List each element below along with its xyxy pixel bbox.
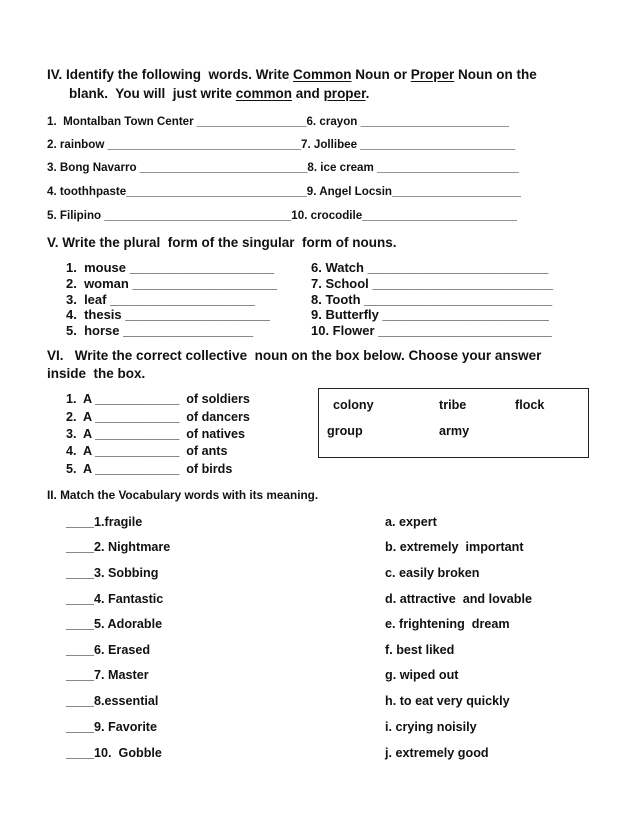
vocab-meaning: j. extremely good	[385, 746, 489, 760]
vocab-meaning: c. easily broken	[385, 566, 480, 580]
plural-item: 4. thesis ____________________	[66, 307, 270, 322]
plural-item: 8. Tooth __________________________	[311, 292, 553, 307]
section4-row: 3. Bong Navarro __________________________8. ice cream ______________________	[47, 161, 519, 174]
vocab-meaning: f. best liked	[385, 643, 455, 657]
vocab-word: ____3. Sobbing	[66, 566, 159, 580]
answer-box	[318, 388, 589, 458]
collective-item: 5. A ____________ of birds	[66, 462, 233, 476]
vocab-word: ____1.fragile	[66, 515, 143, 529]
vocab-meaning: d. attractive and lovable	[385, 592, 532, 606]
plural-item: 10. Flower ________________________	[311, 323, 552, 338]
plural-item: 2. woman ____________________	[66, 276, 278, 291]
section4-instruction-line1: IV. Identify the following words. Write Common Noun or Proper Noun on the	[47, 67, 537, 82]
vocab-meaning: e. frightening dream	[385, 617, 510, 631]
section2-heading: II. Match the Vocabulary words with its meaning.	[47, 488, 319, 502]
vocab-word: ____6. Erased	[66, 643, 151, 657]
section4-row: 5. Filipino _____________________________10. crocodile________________________	[47, 209, 517, 222]
plural-item: 1. mouse ____________________	[66, 260, 275, 275]
vocab-word: ____8.essential	[66, 694, 159, 708]
box-word: army	[439, 424, 470, 438]
plural-item: 3. leaf ____________________	[66, 292, 255, 307]
collective-item: 4. A ____________ of ants	[66, 444, 228, 458]
plural-item: 6. Watch _________________________	[311, 260, 549, 275]
vocab-meaning: i. crying noisily	[385, 720, 477, 734]
box-word: group	[327, 424, 363, 438]
section6-instruction-line2: inside the box.	[47, 366, 146, 381]
vocab-meaning: b. extremely important	[385, 540, 524, 554]
vocab-word: ____10. Gobble	[66, 746, 162, 760]
collective-item: 1. A ____________ of soldiers	[66, 392, 250, 406]
vocab-word: ____7. Master	[66, 668, 149, 682]
section4-instruction-line2: blank. You will just write common and proper.	[69, 86, 370, 101]
vocab-meaning: g. wiped out	[385, 668, 459, 682]
vocab-meaning: a. expert	[385, 515, 437, 529]
vocab-word: ____2. Nightmare	[66, 540, 171, 554]
vocab-word: ____4. Fantastic	[66, 592, 164, 606]
section4-row: 1. Montalban Town Center _________________6. crayon _______________________	[47, 115, 509, 128]
section6-instruction-line1: VI. Write the correct collective noun on the box below. Choose your answer	[47, 348, 542, 363]
vocab-word: ____5. Adorable	[66, 617, 163, 631]
collective-item: 2. A ____________ of dancers	[66, 410, 250, 424]
section4-row: 4. toothhpaste____________________________9. Angel Locsin____________________	[47, 185, 521, 198]
box-word: tribe	[439, 398, 467, 412]
section5-heading: V. Write the plural form of the singular form of nouns.	[47, 235, 397, 250]
collective-item: 3. A ____________ of natives	[66, 427, 245, 441]
plural-item: 7. School _________________________	[311, 276, 554, 291]
vocab-word: ____9. Favorite	[66, 720, 158, 734]
vocab-meaning: h. to eat very quickly	[385, 694, 510, 708]
section4-row: 2. rainbow ______________________________7. Jollibee ________________________	[47, 138, 516, 151]
box-word: flock	[515, 398, 545, 412]
plural-item: 9. Butterfly _______________________	[311, 307, 549, 322]
plural-item: 5. horse __________________	[66, 323, 254, 338]
box-word: colony	[333, 398, 374, 412]
